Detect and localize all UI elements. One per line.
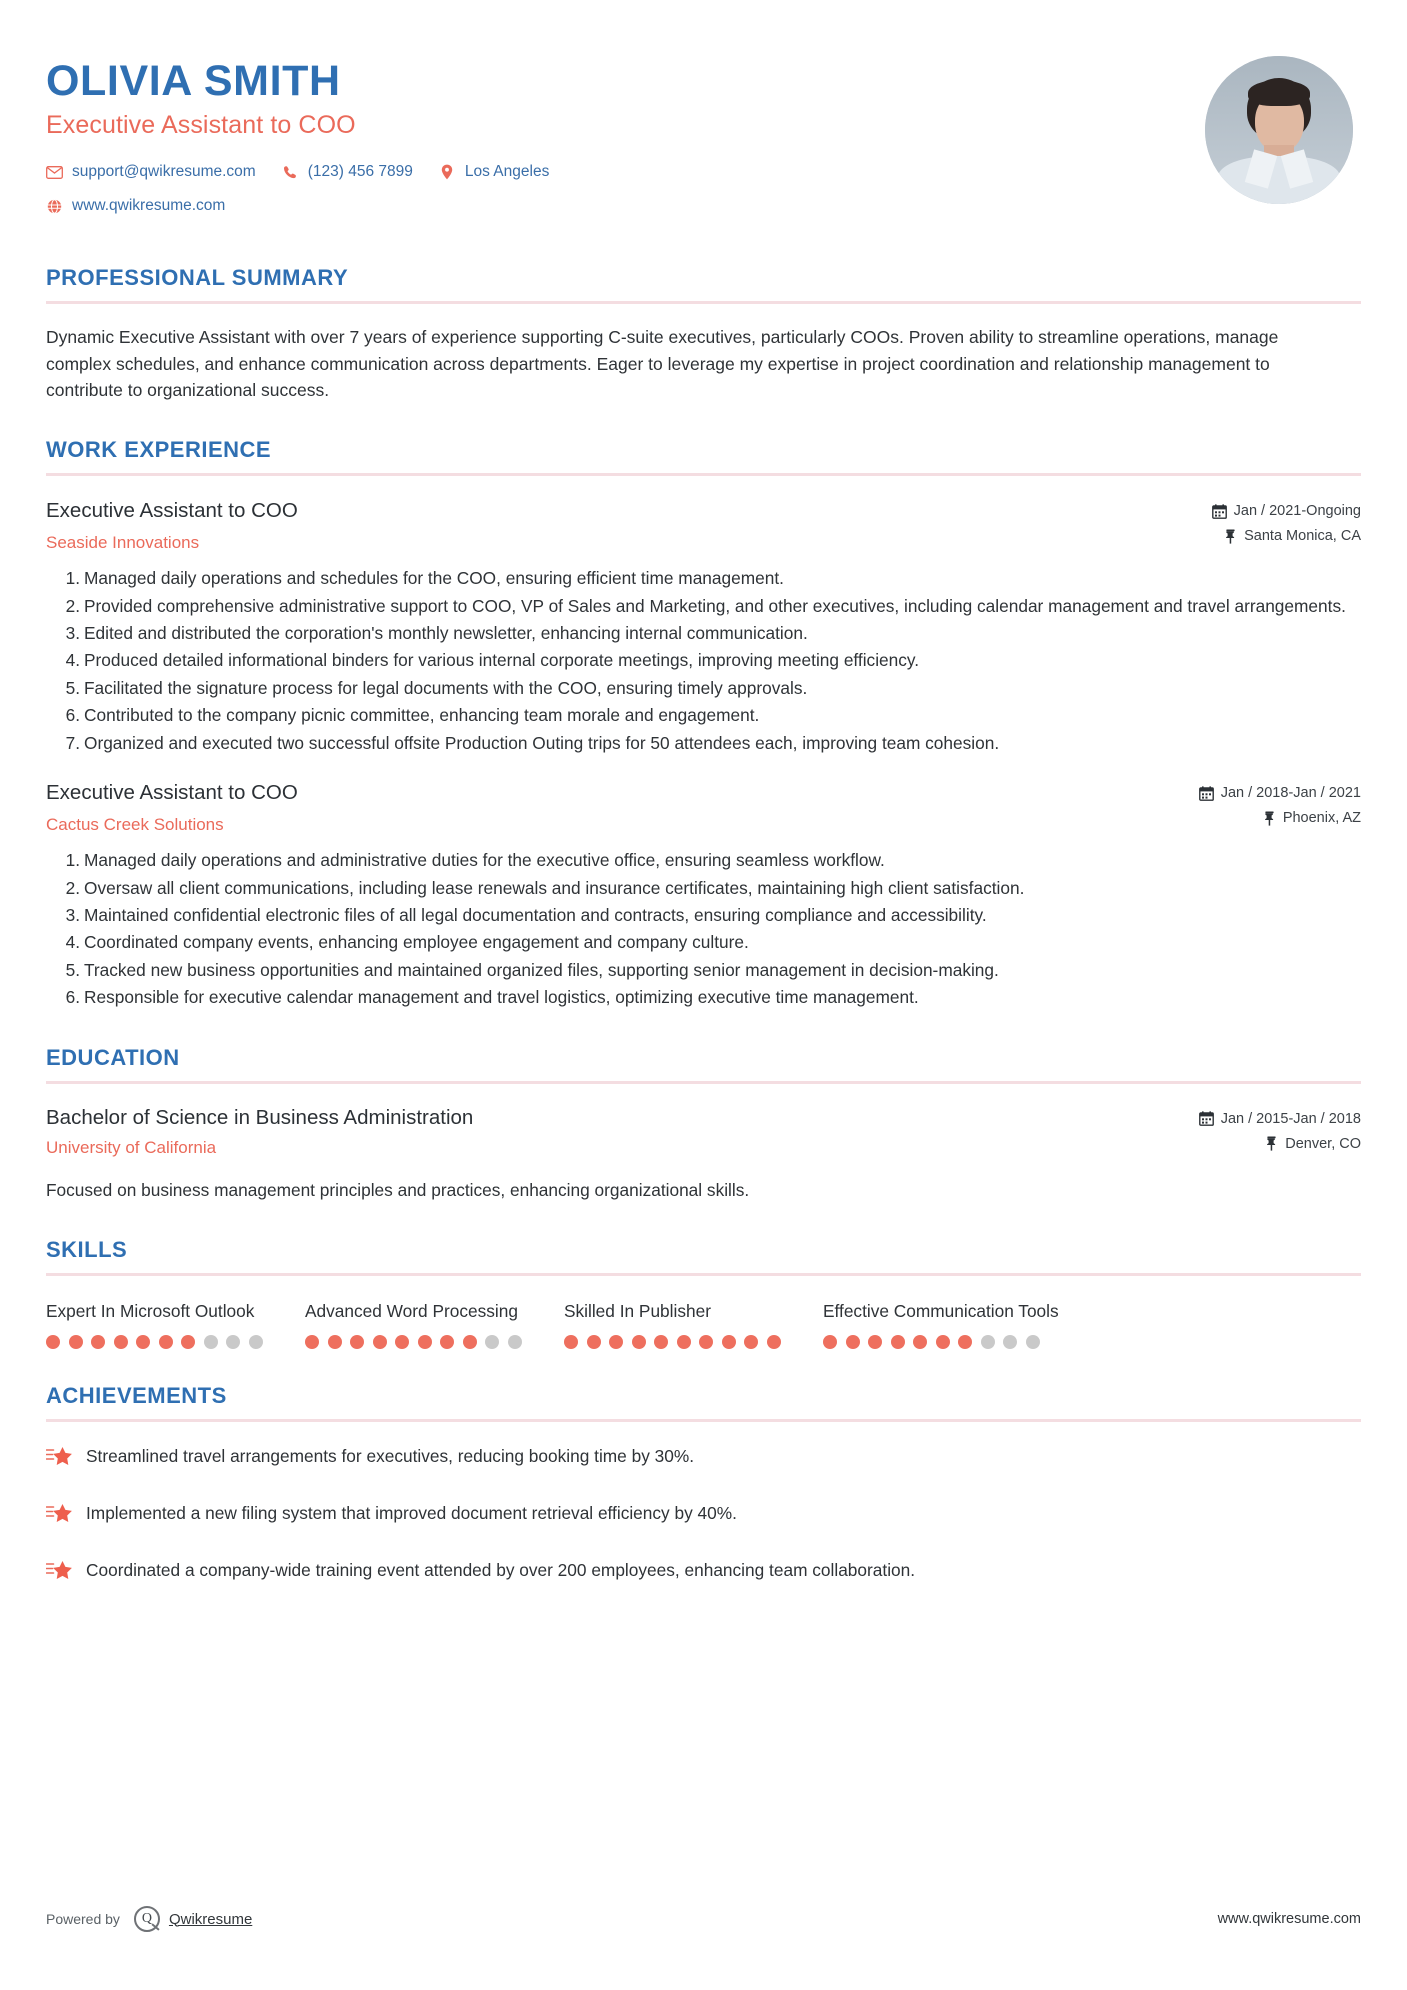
job-header-left xyxy=(46,498,1141,553)
skill-level-dot xyxy=(69,1335,83,1349)
education-date xyxy=(1141,1111,1361,1127)
avatar-shirt xyxy=(1218,156,1340,204)
skill-name: Advanced Word Processing xyxy=(305,1300,518,1321)
skill-level-dot xyxy=(632,1335,646,1349)
job-bullet: Edited and distributed the corporation's monthly newsletter, enhancing internal communication. xyxy=(84,623,808,644)
job-responsibilities xyxy=(46,848,1361,1011)
section-divider xyxy=(46,473,1361,476)
skill-level-dot xyxy=(485,1335,499,1349)
resume-header xyxy=(46,44,1361,231)
job-header xyxy=(46,780,1361,835)
skill-level-dot xyxy=(463,1335,477,1349)
email-icon xyxy=(46,164,63,181)
education-description: Focused on business management principles and practices, enhancing organizational skills. xyxy=(46,1179,750,1200)
skill-level-dot xyxy=(226,1335,240,1349)
skill-level-dot xyxy=(767,1335,781,1349)
section-professional-summary xyxy=(46,265,1361,403)
skill-level-dot xyxy=(508,1335,522,1349)
job-header-left xyxy=(46,780,1141,835)
skill-level-dot xyxy=(1026,1335,1040,1349)
skill-level-dot xyxy=(936,1335,950,1349)
skill-level-dot xyxy=(699,1335,713,1349)
page-title: OLIVIA SMITH xyxy=(46,57,341,105)
skill-level-dot xyxy=(587,1335,601,1349)
skill-item xyxy=(305,1300,564,1349)
section-education xyxy=(46,1045,1361,1203)
job-bullet: Oversaw all client communications, including lease renewals and insurance certificates, maintaining high client satisfaction. xyxy=(84,877,1025,898)
skill-level-dot xyxy=(609,1335,623,1349)
job-date xyxy=(1141,785,1361,801)
skill-level-dot xyxy=(677,1335,691,1349)
skill-item xyxy=(823,1300,1082,1349)
education-location-text: Denver, CO xyxy=(1285,1135,1361,1152)
contact-row-2 xyxy=(46,197,1205,215)
job-bullet: Coordinated company events, enhancing employee engagement and company culture. xyxy=(84,932,749,953)
skill-level-dot xyxy=(722,1335,736,1349)
achievement-item xyxy=(46,1501,1361,1531)
skill-level-dot xyxy=(744,1335,758,1349)
education-header xyxy=(46,1106,1361,1161)
footer-brand-link[interactable]: Qwikresume xyxy=(168,1910,253,1928)
education-location xyxy=(1141,1136,1361,1152)
skill-name: Skilled In Publisher xyxy=(564,1300,711,1321)
skill-level-dot xyxy=(868,1335,882,1349)
footer-powered-by-label: Powered by xyxy=(46,1911,120,1927)
skill-rating xyxy=(564,1335,823,1349)
job-role: Executive Assistant to COO xyxy=(46,781,298,805)
achievement-item xyxy=(46,1444,1361,1474)
section-divider xyxy=(46,301,1361,304)
education-date-text: Jan / 2015-Jan / 2018 xyxy=(1220,1110,1361,1127)
section-title-work: WORK EXPERIENCE xyxy=(46,437,272,463)
section-title-education: EDUCATION xyxy=(46,1044,180,1070)
skill-level-dot xyxy=(395,1335,409,1349)
job-meta xyxy=(1141,780,1361,835)
job-bullet: Managed daily operations and schedules for the COO, ensuring efficient time management. xyxy=(84,568,784,589)
map-pin-icon xyxy=(1264,811,1276,826)
section-work-experience xyxy=(46,437,1361,1010)
achievement-item xyxy=(46,1558,1361,1588)
phone-icon xyxy=(282,164,299,181)
section-divider xyxy=(46,1273,1361,1276)
job-location xyxy=(1141,810,1361,826)
skill-item xyxy=(564,1300,823,1349)
job-date xyxy=(1141,503,1361,519)
skill-level-dot xyxy=(891,1335,905,1349)
skill-level-dot xyxy=(328,1335,342,1349)
contact-phone[interactable] xyxy=(282,163,413,181)
skill-level-dot xyxy=(114,1335,128,1349)
job-bullet: Provided comprehensive administrative support to COO, VP of Sales and Marketing, and other executives, including calendar management and travel arrangements. xyxy=(84,595,1346,616)
achievement-text: Coordinated a company-wide training event attended by over 200 employees, enhancing team collaboration. xyxy=(86,1559,916,1580)
skill-level-dot xyxy=(91,1335,105,1349)
avatar xyxy=(1205,56,1353,204)
contact-location-text: Los Angeles xyxy=(464,163,550,181)
skill-level-dot xyxy=(181,1335,195,1349)
section-title-skills: SKILLS xyxy=(46,1236,128,1262)
skill-level-dot xyxy=(249,1335,263,1349)
work-experience-entry xyxy=(46,498,1361,756)
job-meta xyxy=(1141,498,1361,553)
skill-level-dot xyxy=(305,1335,319,1349)
contact-row-1 xyxy=(46,163,1205,181)
skill-level-dot xyxy=(350,1335,364,1349)
job-bullet: Facilitated the signature process for legal documents with the COO, ensuring timely approvals. xyxy=(84,677,808,698)
skill-level-dot xyxy=(958,1335,972,1349)
skill-name: Expert In Microsoft Outlook xyxy=(46,1300,255,1321)
calendar-icon xyxy=(1199,786,1214,801)
star-icon xyxy=(46,1445,76,1474)
job-bullet: Managed daily operations and administrative duties for the executive office, ensuring seamless workflow. xyxy=(84,850,885,871)
skills-list xyxy=(46,1300,1361,1349)
skill-level-dot xyxy=(159,1335,173,1349)
footer-website[interactable]: www.qwikresume.com xyxy=(1217,1911,1361,1927)
skill-level-dot xyxy=(981,1335,995,1349)
contact-location xyxy=(439,163,549,181)
section-achievements xyxy=(46,1383,1361,1588)
contact-info xyxy=(46,163,1205,215)
skill-rating xyxy=(46,1335,305,1349)
skill-level-dot xyxy=(418,1335,432,1349)
job-date-text: Jan / 2018-Jan / 2021 xyxy=(1220,785,1361,802)
skill-level-dot xyxy=(564,1335,578,1349)
achievement-text: Implemented a new filing system that improved document retrieval efficiency by 40%. xyxy=(86,1502,737,1523)
avatar-hair-front xyxy=(1248,80,1310,106)
page-footer xyxy=(46,1906,1361,1932)
job-bullet: Maintained confidential electronic files of all legal documentation and contracts, ensuring compliance and accessibility. xyxy=(84,904,987,925)
job-company: Seaside Innovations xyxy=(46,532,200,552)
job-location-text: Santa Monica, CA xyxy=(1244,528,1361,545)
job-role: Executive Assistant to COO xyxy=(46,499,298,523)
skill-level-dot xyxy=(654,1335,668,1349)
skill-level-dot xyxy=(46,1335,60,1349)
contact-email-text: support@qwikresume.com xyxy=(72,163,256,181)
skill-level-dot xyxy=(1003,1335,1017,1349)
job-bullet: Contributed to the company picnic committee, enhancing team morale and engagement. xyxy=(84,705,760,726)
skill-name: Effective Communication Tools xyxy=(823,1300,1059,1321)
location-pin-icon xyxy=(439,164,456,181)
skill-item xyxy=(46,1300,305,1349)
education-entry xyxy=(46,1106,1361,1203)
education-header-left xyxy=(46,1106,1141,1158)
education-meta xyxy=(1141,1106,1361,1161)
star-icon xyxy=(46,1502,76,1531)
section-skills xyxy=(46,1237,1361,1349)
calendar-icon xyxy=(1212,504,1227,519)
job-responsibilities xyxy=(46,566,1361,756)
job-date-text: Jan / 2021-Ongoing xyxy=(1233,503,1361,520)
job-bullet: Tracked new business opportunities and maintained organized files, supporting senior management in decision-making. xyxy=(84,959,999,980)
job-bullet: Organized and executed two successful offsite Production Outing trips for 50 attendees each, improving team cohesion. xyxy=(84,732,1000,753)
education-school: University of California xyxy=(46,1137,217,1157)
skill-rating xyxy=(823,1335,1082,1349)
contact-email[interactable] xyxy=(46,163,256,181)
star-icon xyxy=(46,1559,76,1588)
education-degree: Bachelor of Science in Business Administration xyxy=(46,1105,474,1129)
skill-level-dot xyxy=(823,1335,837,1349)
job-bullet: Produced detailed informational binders for various internal corporate meetings, improving meeting efficiency. xyxy=(84,650,920,671)
section-divider xyxy=(46,1419,1361,1422)
skill-level-dot xyxy=(136,1335,150,1349)
contact-website-text: www.qwikresume.com xyxy=(72,197,226,215)
section-title-achievements: ACHIEVEMENTS xyxy=(46,1382,227,1408)
calendar-icon xyxy=(1199,1111,1214,1126)
jobs-list xyxy=(46,498,1361,1010)
skill-rating xyxy=(305,1335,564,1349)
contact-phone-text: (123) 456 7899 xyxy=(307,163,413,181)
footer-powered-by xyxy=(46,1906,252,1932)
map-pin-icon xyxy=(1225,529,1237,544)
job-location xyxy=(1141,528,1361,544)
section-divider xyxy=(46,1081,1361,1084)
job-bullet: Responsible for executive calendar management and travel logistics, optimizing executive time management. xyxy=(84,987,919,1008)
header-left xyxy=(46,52,1205,231)
section-title-summary: PROFESSIONAL SUMMARY xyxy=(46,265,349,291)
header-job-title: Executive Assistant to COO xyxy=(46,111,356,140)
skill-level-dot xyxy=(440,1335,454,1349)
education-list xyxy=(46,1106,1361,1203)
job-location-text: Phoenix, AZ xyxy=(1282,810,1361,827)
work-experience-entry xyxy=(46,780,1361,1011)
contact-website[interactable] xyxy=(46,197,225,215)
skill-level-dot xyxy=(913,1335,927,1349)
achievements-list xyxy=(46,1444,1361,1588)
qwikresume-logo-icon: Q xyxy=(134,1906,160,1932)
skill-level-dot xyxy=(846,1335,860,1349)
map-pin-icon xyxy=(1266,1136,1278,1151)
achievement-text: Streamlined travel arrangements for executives, reducing booking time by 30%. xyxy=(86,1445,695,1466)
skill-level-dot xyxy=(373,1335,387,1349)
job-header xyxy=(46,498,1361,553)
job-company: Cactus Creek Solutions xyxy=(46,814,224,834)
summary-text: Dynamic Executive Assistant with over 7 years of experience supporting C-suite executives, particularly COOs. Proven ability to streamline operations, manage complex schedules, and enhance communication across departments. Eager to leverage my expertise in project coordination and relationship management to contribute to organizational success. xyxy=(46,327,1279,400)
globe-icon xyxy=(46,198,63,215)
skill-level-dot xyxy=(204,1335,218,1349)
